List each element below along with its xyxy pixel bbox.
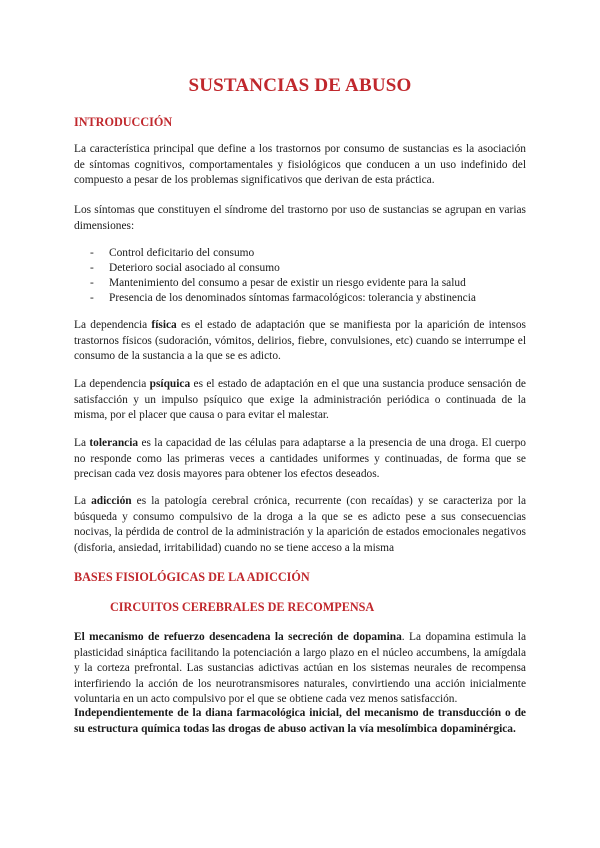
list-dash: - [90,247,94,259]
list-dash: - [90,262,94,274]
intro-paragraph-2: Los síntomas que constituyen el síndrome del trastorno por uso de sustancias se agrupan en varias dimensiones: [74,204,526,232]
tolerancia-paragraph: La tolerancia es la capacidad de las células para adaptarse a la presencia de una droga. El cuerpo no responde como las primeras veces a cantidades uniformes y continuadas, de forma que se precisan cada vez dosis mayores para obtener los efectos deseados. [74,437,526,480]
drogas-abuso-paragraph: Independientemente de la diana farmacológica inicial, del mecanismo de transducción o de su estructura química todas las drogas de abuso activan la vía mesolímbica dopaminérgica. [74,707,526,735]
subsection-heading-circuitos: CIRCUITOS CEREBRALES DE RECOMPENSA [110,600,375,614]
list-item: - Mantenimiento del consumo a pesar de existir un riesgo evidente para la salud [90,277,466,289]
dimensions-list [74,246,526,306]
list-item: - Presencia de los denominados síntomas farmacológicos: tolerancia y abstinencia [90,292,476,304]
intro-paragraph-1: La característica principal que define a los trastornos por consumo de sustancias es la asociación de síntomas cognitivos, comportamentales y fisiológicos que conducen a un uso indefinido del compuesto a pesar de los problemas significativos que derivan de esta práctica. [74,143,526,186]
list-item: - Control deficitario del consumo [90,247,255,259]
dependencia-fisica-paragraph: La dependencia física es el estado de adaptación que se manifiesta por la aparición de intensos trastornos físicos (sudoración, vómitos, delirios, fiebre, convulsiones, etc) cuando se interrumpe el consumo de la sustancia a la que se es adicto. [74,319,526,362]
section-heading-bases-fisiologicas: BASES FISIOLÓGICAS DE LA ADICCIÓN [74,570,310,584]
dependencia-psiquica-paragraph: La dependencia psíquica es el estado de adaptación en el que una sustancia produce sensación de satisfacción y un impulso psíquico que exige la administración periódica o continuada de la misma, por el placer que causa o para evitar el malestar. [74,378,526,421]
section-heading-introduccion: INTRODUCCIÓN [74,115,173,129]
list-item: - Deterioro social asociado al consumo [90,262,280,274]
document-title: SUSTANCIAS DE ABUSO [188,75,412,96]
list-dash: - [90,292,94,304]
dopamina-paragraph: El mecanismo de refuerzo desencadena la secreción de dopamina. La dopamina estimula la plasticidad sináptica facilitando la potenciación a largo plazo en el núcleo accumbens, la amígdala y la corteza prefrontal. Las sustancias adictivas actúan en los sistemas neurales de recompensa interfiriendo la acción de los neurotransmisores naturales, convirtiendo una acción inicialmente voluntaria en un acto compulsivo por el que se obtiene cada vez menos satisfacción. [74,631,526,705]
adiccion-paragraph: La adicción es la patología cerebral crónica, recurrente (con recaídas) y se caracteriza por la búsqueda y consumo compulsivo de la droga a la que se es adicto pese a sus consecuencias nocivas, la pérdida de control de la administración y la aparición de estados emocionales negativos (disforia, ansiedad, irritabilidad) cuando no se tiene acceso a la misma [74,495,526,554]
list-dash: - [90,277,94,289]
